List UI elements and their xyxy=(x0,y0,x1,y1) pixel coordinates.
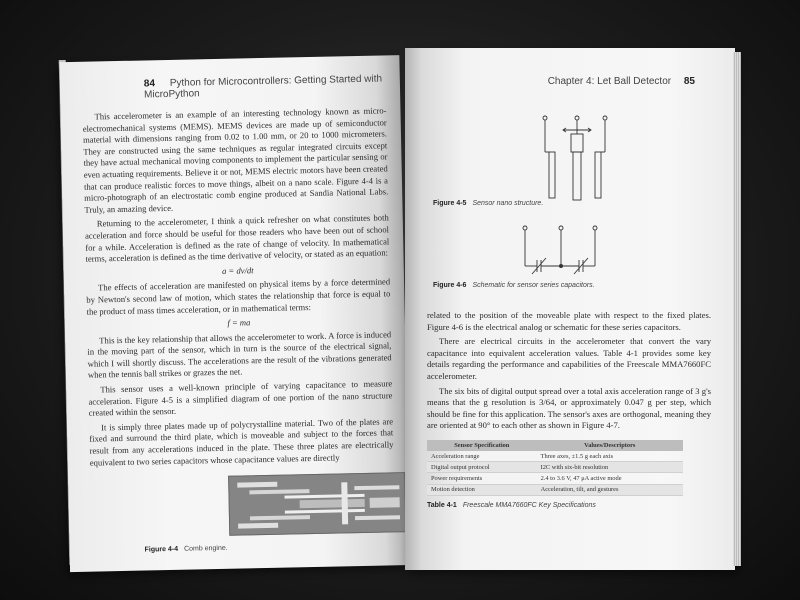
equation-acceleration: a = dv/dt xyxy=(221,264,254,276)
series-capacitor-schematic xyxy=(515,218,635,278)
paragraph: This accelerometer is an example of an interesting technology known as micro-electromechanical systems (MEMS). MEMS devices are made up of semiconductor material with dimensions ranging from 0.02 to 1.00 mm, or 20 to 1000 micrometers. They are constructed using the same techniques as regular integrated circuits except they have actual mechanical moving components to implement the particular sensing or even actuating requirements. Believe it or not, MEMS electric motors have been created that can produce realistic forces to move things, albeit on a nano scale. Figure 4-4 is a micro-photograph of an electrostatic comb engine produced at Sandia National Labs. Truly, an amazing device. xyxy=(82,105,389,215)
paragraph: Returning to the accelerometer, I think a quick refresher on what constitutes both acceleration and force should be useful for those readers who have been out of school for a while. Acceleration is defined as the rate of change of velocity. In mathematical terms, acceleration is defined as the time derivative of velocity, or stated as an equation: xyxy=(84,212,390,264)
table-header: Sensor Specification xyxy=(427,440,537,451)
table-cell: Motion detection xyxy=(427,484,537,495)
right-page-header xyxy=(548,76,695,87)
table-4-1-caption xyxy=(427,502,596,509)
table-cell: Power requirements xyxy=(427,473,537,484)
figure-caption-text: Comb engine. xyxy=(183,544,228,553)
table-row xyxy=(427,451,683,462)
left-body-text xyxy=(82,105,393,472)
table-label: Table 4-1 xyxy=(427,502,457,509)
table-row xyxy=(427,484,683,495)
right-running-title: Chapter 4: Let Ball Detector xyxy=(547,76,672,87)
figure-label: Figure 4-4 xyxy=(144,545,179,554)
table-header: Values/Descriptors xyxy=(537,440,683,451)
table-cell: Acceleration, tilt, and gestures xyxy=(537,484,683,495)
right-body-text xyxy=(427,310,711,435)
table-cell: 2.4 to 3.6 V, 47 μA active mode xyxy=(537,473,683,484)
equation-force: f = ma xyxy=(227,317,251,328)
right-page xyxy=(405,48,735,570)
paragraph: The six bits of digital output spread over a total axis acceleration range of 3 g's means that the g resolution is 3/64, or approximately 0.047 g per step, which should be fine for this application. The sensor's axes are orthogonal, meaning they are oriented at 90° to each other as shown in Figure 4-7. xyxy=(427,385,711,431)
table-cell: Three axes, ±1.5 g each axis xyxy=(537,451,683,462)
paragraph: This sensor uses a well-known principle of varying capacitance to measure acceleration. Figure 4-5 is a simplified diagram of one portion of the nano structure created within the sensor. xyxy=(88,378,393,418)
comb-engine-micrograph xyxy=(228,472,406,536)
table-row xyxy=(427,473,683,484)
table-cell: I2C with six-bit resolution xyxy=(537,462,683,473)
figure-4-4-caption xyxy=(145,545,228,554)
paragraph: There are electrical circuits in the accelerometer that convert the vary capacitance into equivalent acceleration values. Table 4-1 provides some key details regarding the performance and capabilities of the Freescale MMA7660FC accelerometer. xyxy=(427,336,711,381)
left-page-header xyxy=(144,73,400,100)
paragraph: This is the key relationship that allows the accelerometer to work. A force is induced in the moving part of the sensor, which in turn is the source of the electrical signal, which I will shortly discuss. The accelerations are the result of the vibrations generated when the tennis ball strikes or grazes the net. xyxy=(87,329,392,381)
left-page-number: 84 xyxy=(143,78,156,90)
right-page-edges xyxy=(733,52,741,566)
paragraph: The effects of acceleration are manifested on physical items by a force determined by Newton's second law of motion, which states the relationship that force is equal to the product of mass times acceleration, or in mathematical terms: xyxy=(86,276,391,317)
figure-caption-text: Schematic for sensor series capacitors. xyxy=(472,282,595,289)
paragraph: It is simply three plates made up of polycrystalline material. Two of the plates are fixed and surround the third plate, which is moveable and subject to the forces that result from any accelerations induced in the plate. These three plates are electrically equivalent to two series capacitors whose capacitance values are directly xyxy=(89,416,394,468)
table-header-row xyxy=(427,440,683,451)
table-cell: Digital output protocol xyxy=(427,462,537,473)
figure-label: Figure 4-6 xyxy=(433,282,467,289)
figure-label: Figure 4-5 xyxy=(433,200,467,207)
figure-4-6-caption xyxy=(433,282,595,289)
table-caption-text: Freescale MMA7660FC Key Specifications xyxy=(462,502,596,509)
figure-4-5-caption xyxy=(433,200,543,207)
left-running-title: Python for Microcontrollers: Getting Started with MicroPython xyxy=(143,73,383,101)
comb-engine-image xyxy=(229,473,405,535)
paragraph: related to the position of the moveable plate with respect to the fixed plates. Figure 4-6 is the electrical analog or schematic for these series capacitors. xyxy=(427,310,711,332)
sensor-nano-structure-diagram xyxy=(525,106,635,206)
table-row xyxy=(427,462,683,473)
spec-table xyxy=(427,440,683,496)
left-page xyxy=(59,55,410,572)
figure-caption-text: Sensor nano structure. xyxy=(472,200,544,207)
right-page-number: 85 xyxy=(683,76,695,87)
table-cell: Acceleration range xyxy=(427,451,537,462)
